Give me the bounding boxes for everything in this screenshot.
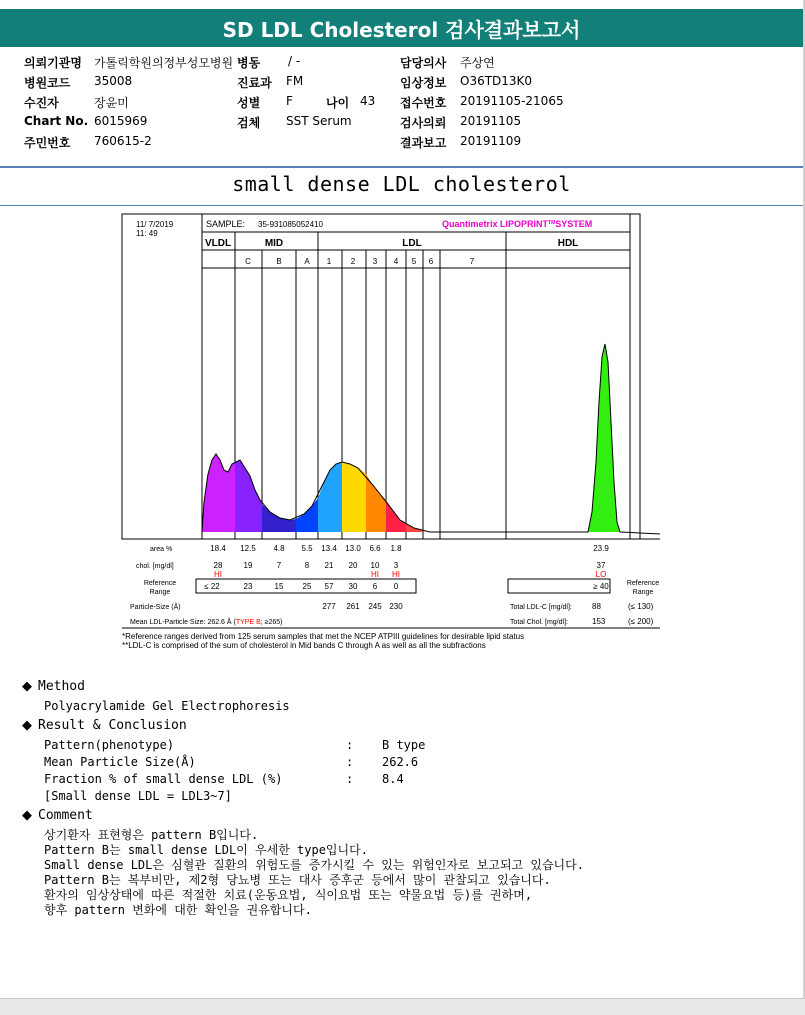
total-ldl-label: Total LDL-C [mg/dl]: [510,604,572,611]
sample-label: SAMPLE: [206,219,246,229]
patient-value: 장윤미 [94,96,129,110]
band-c: C [245,257,251,266]
chart-date: 11/ 7/2019 [136,220,174,229]
report-date-label: 결과보고 [400,136,447,150]
area-2: 13.0 [345,544,361,553]
comment-line: 상기환자 표현형은 pattern B입니다. [44,828,259,842]
specimen-label: 검체 [237,116,261,130]
band-a: A [304,257,310,266]
chol-1: 21 [324,561,334,570]
note-1: *Reference ranges derived from 125 serum samples that met the NCEP ATPIII guidelines for desirable lipid status [122,632,525,641]
ward-label: 병동 [237,56,261,70]
total-chol-value: 153 [592,617,606,626]
chol-label: chol. [mg/dl] [136,563,174,570]
hospital-label: 의뢰기관명 [24,56,82,70]
mean-range: ; ≥265) [260,619,283,626]
group-vldl: VLDL [204,238,232,249]
receipt-label: 접수번호 [400,96,447,110]
group-hdl: HDL [557,238,579,249]
group-ldl: LDL [402,238,422,249]
mean-label: Mean LDL-Particle Size: 262.6 Å (TYPE B; ≥265) [130,619,283,626]
report-title: SD LDL Cholesterol 검사결과보고서 [0,9,803,47]
comment-line: 향후 pattern 변화에 대한 확인을 권유합니다. [44,903,312,917]
result-sep: : [346,755,354,769]
id-label: 주민번호 [24,136,71,150]
age-label: 나이 [326,96,350,110]
total-ldl-range: (≤ 130) [628,602,654,611]
ref-c: 23 [243,582,253,591]
age-value: 43 [360,94,376,108]
request-value: 20191105 [460,114,522,128]
receipt-value: 20191105-21065 [460,94,564,108]
clinical-label: 임상정보 [400,76,447,90]
chol-a: 8 [304,561,310,570]
total-ldl-value: 88 [592,602,601,611]
ref-hdl: ≥ 40 [593,582,609,591]
particle-4: 230 [389,602,403,611]
result-row [44,772,404,786]
area-c: 12.5 [240,544,256,553]
band-7: 7 [469,257,475,266]
band-b: B [276,257,282,266]
chol-4: 3 [393,561,399,570]
ref-2: 30 [348,582,358,591]
result-label: Fraction % of small dense LDL (%) [44,772,283,786]
method-text: Polyacrylamide Gel Electrophoresis [44,699,290,713]
divider-top [0,166,803,168]
doctor-label: 담당의사 [400,56,447,70]
ref-b: 15 [274,582,284,591]
method-heading [22,679,85,694]
chart-time: 11: 49 [136,229,158,238]
area-a: 5.5 [301,544,313,553]
flag-hdl: LO [595,570,607,579]
chart-no-label: Chart No. [24,114,89,128]
band-4: 4 [393,257,399,266]
ref-values [204,582,609,591]
ref-label-right-2: Range [632,589,654,596]
id-value: 760615-2 [94,134,152,148]
result-footnote: [Small dense LDL = LDL3~7] [44,789,232,803]
result-value: B type [382,738,426,752]
comment-title: Comment [38,808,93,823]
code-value: 35008 [94,74,133,88]
report-date-value: 20191109 [460,134,522,148]
total-chol-label: Total Chol. [mg/dl]: [510,619,568,626]
mean-value: 262.6 Å [207,619,232,626]
band-2: 2 [350,257,356,266]
lipoprint-chart [120,212,670,655]
particle-1: 277 [322,602,336,611]
chol-c: 19 [243,561,253,570]
area-label: area % [150,546,173,553]
system-suffix: SYSTEM [555,219,593,229]
particle-2: 261 [346,602,360,611]
comment-line: Pattern B는 복부비만, 제2형 당뇨병 또는 대사 증후군 등에서 많이 관찰되고 있습니다. [44,873,551,887]
ref-a: 25 [302,582,312,591]
divider-bottom [0,205,803,206]
chart-notes [122,632,524,650]
area-b: 4.8 [273,544,285,553]
area-hdl: 23.9 [593,544,609,553]
chol-values [214,561,606,570]
ref-label-right-1: Reference [626,580,660,587]
ref-vldl: ≤ 22 [204,582,220,591]
area-4: 1.8 [390,544,402,553]
patient-label: 수진자 [24,96,59,110]
chol-vldl: 28 [213,561,223,570]
area-values [210,544,609,553]
band-1: 1 [326,257,332,266]
result-row [44,755,419,769]
diamond-bullet-icon: ◆ [22,679,32,694]
doctor-value: 주상연 [460,56,495,70]
method-title: Method [38,679,85,694]
total-chol-range: (≤ 200) [628,617,654,626]
result-label: Pattern(phenotype) [44,738,175,752]
band-5: 5 [411,257,417,266]
dept-value: FM [286,74,304,88]
hospital-value: 가톨릭학원의정부성모병원 [94,56,234,70]
system-name [442,219,592,229]
area-vldl: 18.4 [210,544,226,553]
ref-label-left-2: Range [149,589,171,596]
chol-b: 7 [276,561,282,570]
chart-frame [122,214,640,539]
group-mid: MID [264,238,284,249]
chol-2: 20 [348,561,358,570]
dept-label: 진료과 [237,76,272,90]
area-3: 6.6 [369,544,381,553]
result-heading [22,718,187,733]
chol-3: 10 [370,561,380,570]
comment-heading [22,808,93,823]
chol-flags [214,570,606,579]
mean-label-text: Mean LDL-Particle Size: [130,619,206,626]
result-row [44,738,426,752]
mean-type: TYPE B [235,619,261,626]
ref-4: 0 [393,582,399,591]
result-label: Mean Particle Size(Å) [44,755,196,769]
sex-label: 성별 [237,96,261,110]
diamond-bullet-icon: ◆ [22,718,32,733]
chol-hdl: 37 [596,561,606,570]
specimen-value: SST Serum [286,114,352,128]
result-title: Result & Conclusion [38,718,187,733]
clinical-value: O36TD13K0 [460,74,533,88]
note-2: **LDL-C is comprised of the sum of cholesterol in Mid bands C through A as well as all the subfractions [122,641,486,650]
system-name-text: Quantimetrix LIPOPRINT [442,219,549,229]
band-6: 6 [428,257,434,266]
flag-vldl: HI [214,570,222,579]
particle-3: 245 [368,602,382,611]
code-label: 병원코드 [24,76,71,90]
ref-label-left-1: Reference [143,580,177,587]
band-3: 3 [372,257,378,266]
comment-line: Pattern B는 small dense LDL이 우세한 type입니다. [44,843,368,857]
sample-value: 35-931085052410 [258,220,323,229]
ward-value: / - [288,54,301,68]
area-1: 13.4 [321,544,337,553]
ref-3: 6 [372,582,378,591]
flag-3: HI [371,570,379,579]
horizontal-scrollbar[interactable] [0,998,805,1015]
result-sep: : [346,738,354,752]
particle-values [322,602,403,611]
particle-label: Particle-Size (Å) [130,604,181,611]
system-tm: TM [548,220,556,226]
flag-4: HI [392,570,400,579]
comment-line: Small dense LDL은 심혈관 질환의 위험도를 증가시킬 수 있는 위험인자로 보고되고 있습니다. [44,858,584,872]
section-subtitle: small dense LDL cholesterol [232,172,571,196]
result-value: 8.4 [382,772,404,786]
result-value: 262.6 [382,755,419,769]
sex-value: F [286,94,293,108]
diamond-bullet-icon: ◆ [22,808,32,823]
request-label: 검사의뢰 [400,116,447,130]
chart-no-value: 6015969 [94,114,148,128]
comment-line: 환자의 임상상태에 따른 적절한 치료(운동요법, 식이요법 또는 약물요법 등)를 권하며, [44,888,533,902]
result-sep: : [346,772,354,786]
ref-1: 57 [324,582,334,591]
